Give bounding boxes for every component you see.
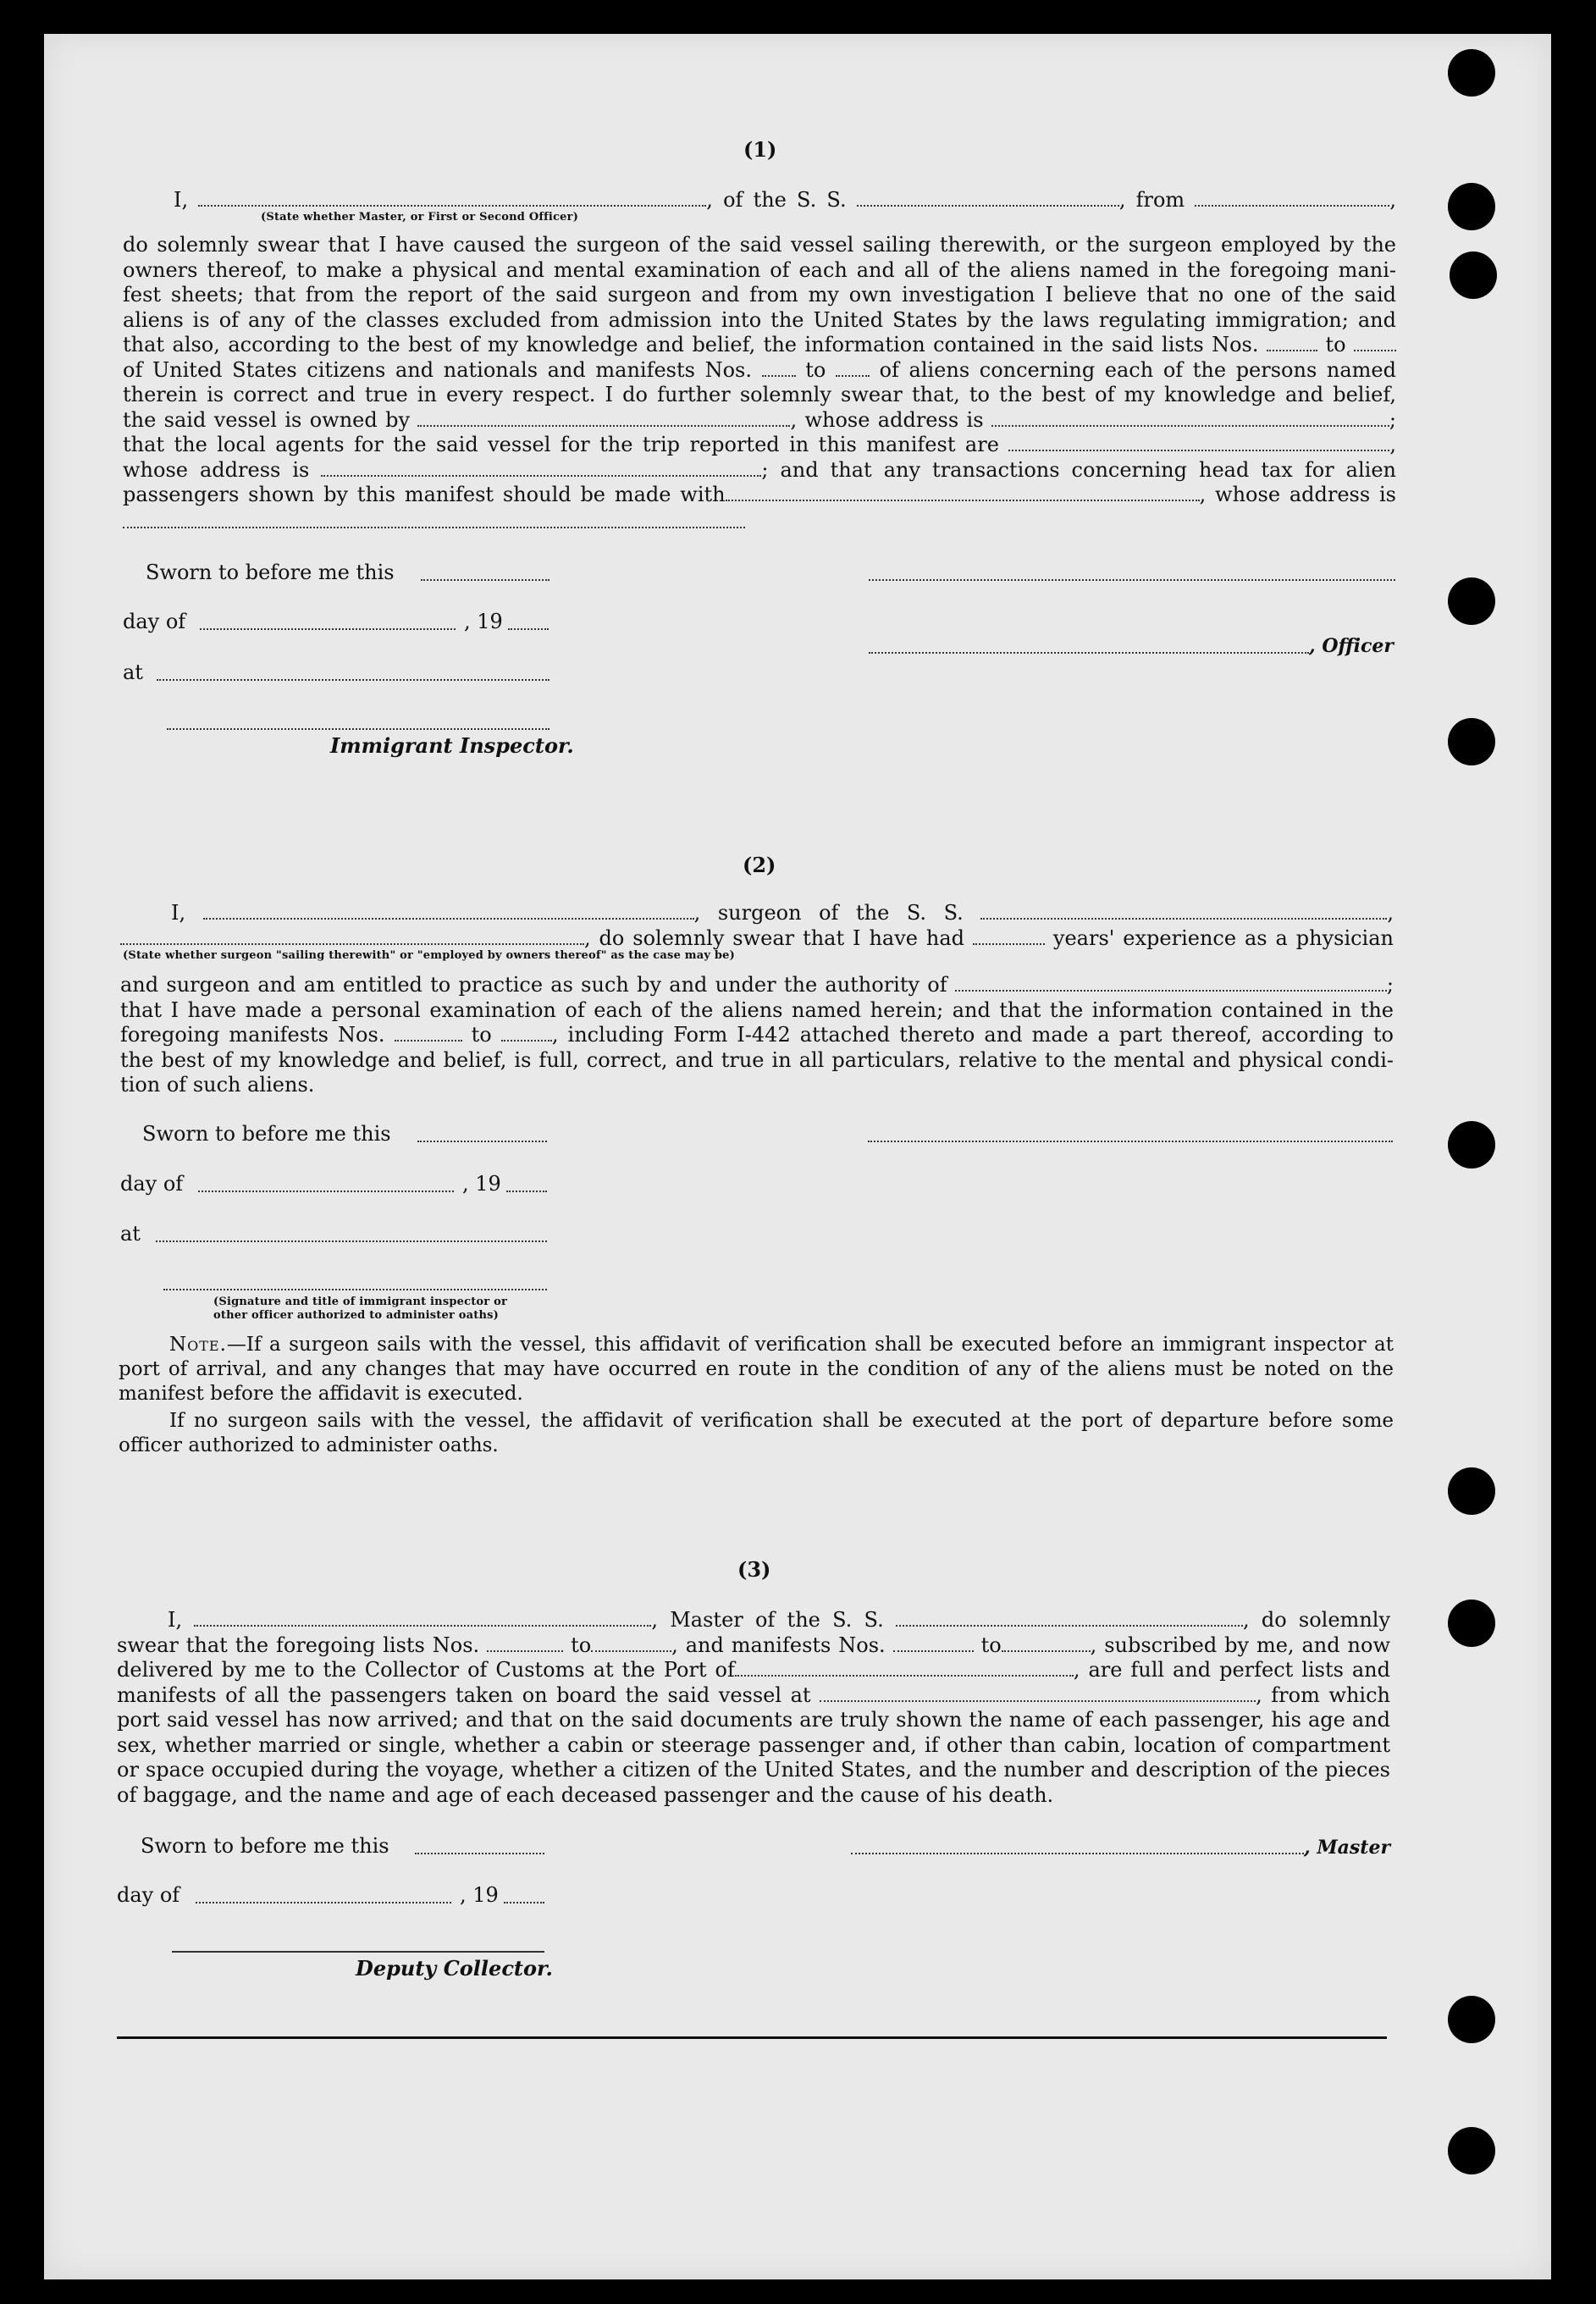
section-2-line: tion of such aliens. — [120, 1073, 315, 1097]
section-1-line: passengers shown by this manifest should be made with , whose address is — [123, 483, 1397, 506]
section-1-line: fest sheets; that from the report of the said surgeon and from my own investigation I believe that no one of the said — [123, 283, 1396, 307]
section-2-body — [120, 901, 1394, 951]
agents-address-field[interactable] — [321, 460, 761, 477]
sworn-label: Sworn to before me this — [142, 1122, 391, 1146]
inspector-label: Immigrant Inspector. — [330, 733, 574, 758]
year-label: , 19 — [464, 610, 503, 633]
manifests-from-field[interactable] — [893, 1635, 974, 1652]
section-3-line: port said vessel has now arrived; and that on the said documents are truly shown the name of each passenger, his age and — [117, 1708, 1390, 1732]
day-of-label: day of — [117, 1883, 180, 1907]
officer-label: , Officer — [1309, 635, 1394, 657]
binder-hole — [1448, 577, 1495, 625]
year-line[interactable] — [504, 1902, 544, 1903]
month-line[interactable] — [196, 1902, 451, 1903]
binder-hole — [1448, 1121, 1495, 1169]
section-1-line: whose address is ; and that any transactions concerning head tax for alien — [123, 457, 1396, 482]
section-3-line: of baggage, and the name and age of each deceased passenger and the cause of his death. — [117, 1782, 1054, 1807]
surgeon-vessel-field[interactable] — [980, 903, 1387, 920]
day-of-label: day of — [120, 1172, 184, 1196]
surgeon-status-field[interactable] — [120, 928, 584, 945]
binder-hole — [1448, 49, 1495, 97]
lists-to-field[interactable] — [591, 1635, 671, 1652]
binder-hole — [1448, 1600, 1495, 1647]
bottom-rule — [117, 2036, 1387, 2039]
binder-hole — [1448, 2127, 1495, 2174]
section-3-number: (3) — [737, 1557, 771, 1582]
manifest-to-field[interactable] — [501, 1025, 552, 1041]
officer-rank-field[interactable] — [198, 190, 706, 207]
section-3-line: sex, whether married or single, whether a cabin or steerage passenger and, if other than cabin, location of compartment — [117, 1732, 1390, 1757]
section-2-line: the best of my knowledge and belief, is full, correct, and true in all particulars, relative to the mental and physical condi- — [120, 1047, 1394, 1072]
master-name-field[interactable] — [194, 1610, 651, 1627]
section-3-line: swear that the foregoing lists Nos. to , and manifests Nos. to , subscribed by me, and now — [117, 1633, 1390, 1657]
section-2-number: (2) — [743, 853, 776, 877]
embarkation-port-field[interactable] — [820, 1685, 1256, 1702]
head-tax-address-line[interactable] — [123, 527, 745, 528]
witness-hint-1: (Signature and title of immigrant inspector or — [213, 1296, 507, 1308]
at-place-line[interactable] — [156, 1240, 547, 1242]
section-3-line: manifests of all the passengers taken on board the said vessel at , from which — [117, 1682, 1390, 1707]
year-line[interactable] — [508, 628, 549, 630]
section-2-line: and surgeon and am entitled to practice as such by and under the authority of ; — [120, 973, 1394, 997]
section-1-line: owners thereof, to make a physical and mental examination of each and all of the aliens named in the foregoing mani- — [123, 257, 1396, 282]
section-1-line: do solemnly swear that I have caused the surgeon of the said vessel sailing therewith, or the surgeon employed by the — [123, 233, 1396, 257]
sworn-label: Sworn to before me this — [146, 561, 395, 584]
section-1-line: the said vessel is owned by , whose address is ; — [123, 407, 1396, 432]
vessel-name-field[interactable] — [857, 190, 1119, 207]
section-2-intro: I, , surgeon of the S. S. , — [171, 901, 1394, 925]
owner-address-field[interactable] — [991, 410, 1389, 427]
section-1-line: that the local agents for the said vessel for the trip reported in this manifest are , — [123, 433, 1396, 456]
section-1-body — [123, 188, 1396, 213]
officer-signature-line[interactable] — [869, 579, 1395, 581]
section-3-paragraph — [117, 1608, 1390, 1808]
sworn-date-line[interactable] — [415, 1853, 544, 1854]
witness-hint-2: other officer authorized to administer oaths) — [213, 1309, 499, 1322]
citizen-list-to-field[interactable] — [1354, 334, 1396, 351]
binder-hole — [1450, 251, 1497, 299]
month-line[interactable] — [200, 628, 456, 630]
binder-hole — [1448, 718, 1495, 765]
surgeon-name-field[interactable] — [203, 903, 694, 920]
alien-manifest-from-field[interactable] — [762, 360, 796, 377]
manifest-from-field[interactable] — [395, 1025, 462, 1041]
note-paragraph-2: If no surgeon sails with the vessel, the affidavit of verification shall be executed at the port of departure before some officer authorized to administer oaths. — [119, 1410, 1394, 1456]
surgeon-signature-line[interactable] — [868, 1141, 1393, 1142]
master-vessel-field[interactable] — [896, 1610, 1243, 1627]
section-3-line: or space occupied during the voyage, whether a citizen of the United States, and the number and description of the pieces — [117, 1758, 1390, 1782]
year-label: , 19 — [462, 1172, 501, 1196]
customs-port-field[interactable] — [735, 1660, 1074, 1677]
departure-port-field[interactable] — [1195, 190, 1389, 207]
at-label: at — [120, 1222, 141, 1246]
sworn-date-line[interactable] — [421, 579, 549, 581]
manifests-to-field[interactable] — [1002, 1635, 1091, 1652]
local-agents-field[interactable] — [1008, 434, 1389, 451]
section-1-line: that also, according to the best of my knowledge and belief, the information contained in the said lists Nos. to — [123, 333, 1396, 358]
year-label: , 19 — [460, 1883, 499, 1907]
witness-signature-line[interactable] — [163, 1289, 547, 1290]
month-line[interactable] — [198, 1191, 454, 1192]
lists-from-field[interactable] — [487, 1635, 563, 1652]
master-signature-line[interactable] — [851, 1853, 1304, 1854]
deputy-signature-line[interactable] — [172, 1951, 544, 1953]
master-label: , Master — [1304, 1837, 1391, 1859]
section-1-rank-hint: (State whether Master, or First or Second Officer) — [261, 211, 579, 224]
section-1-paragraph — [123, 233, 1396, 508]
practice-authority-field[interactable] — [955, 975, 1387, 992]
sworn-label: Sworn to before me this — [141, 1834, 389, 1858]
head-tax-contact-field[interactable] — [726, 484, 1200, 501]
section-1-line: of United States citizens and nationals and manifests Nos. to of aliens concerning each of the persons named — [123, 357, 1396, 382]
alien-manifest-to-field[interactable] — [836, 360, 870, 377]
vessel-owner-field[interactable] — [417, 410, 790, 427]
section-2-line: that I have made a personal examination of each of the aliens named herein; and that the information contained in the — [120, 997, 1394, 1022]
section-3-line: delivered by me to the Collector of Customs at the Port of , are full and perfect lists and — [117, 1658, 1390, 1682]
sworn-date-line[interactable] — [417, 1141, 547, 1142]
binder-hole — [1448, 1467, 1495, 1515]
binder-hole — [1448, 183, 1495, 230]
section-2-line: , do solemnly swear that I have had years' experience as a physician — [120, 926, 1394, 952]
deputy-label: Deputy Collector. — [356, 1956, 553, 1981]
section-2-line: foregoing manifests Nos. to , including Form I-442 attached thereto and made a part thereof, according to — [120, 1023, 1394, 1047]
section-2-status-hint: (State whether surgeon "sailing therewith" or "employed by owners thereof" as the case may be) — [123, 949, 735, 962]
note-paragraph-1: Note.—If a surgeon sails with the vessel, this affidavit of verification shall be executed before an immigrant inspector at port of arrival, and any changes that may have occurred en route in the condition of any of the aliens must be noted on the manifest before the affidavit is executed. — [119, 1334, 1394, 1405]
inspector-signature-line[interactable] — [167, 728, 549, 730]
section-3-intro: I, , Master of the S. S. , do solemnly — [168, 1608, 1391, 1632]
years-experience-field[interactable] — [973, 928, 1045, 945]
binder-hole — [1448, 1996, 1495, 2043]
section-1-intro: I, , of the S. S. , from , — [174, 188, 1396, 212]
section-1-line: aliens is of any of the classes excluded from admission into the United States by the laws regulating immigration; and — [123, 307, 1396, 332]
at-label: at — [123, 660, 143, 684]
section-1-line: therein is correct and true in every respect. I do further solemnly swear that, to the best of my knowledge and belief, — [123, 383, 1396, 406]
officer-title-line[interactable] — [869, 652, 1309, 654]
year-line[interactable] — [506, 1191, 547, 1192]
day-of-label: day of — [123, 610, 186, 633]
citizen-list-from-field[interactable] — [1267, 334, 1317, 351]
section-2-paragraph — [120, 973, 1394, 1098]
section-1-number: (1) — [743, 137, 777, 162]
at-place-line[interactable] — [157, 679, 549, 681]
